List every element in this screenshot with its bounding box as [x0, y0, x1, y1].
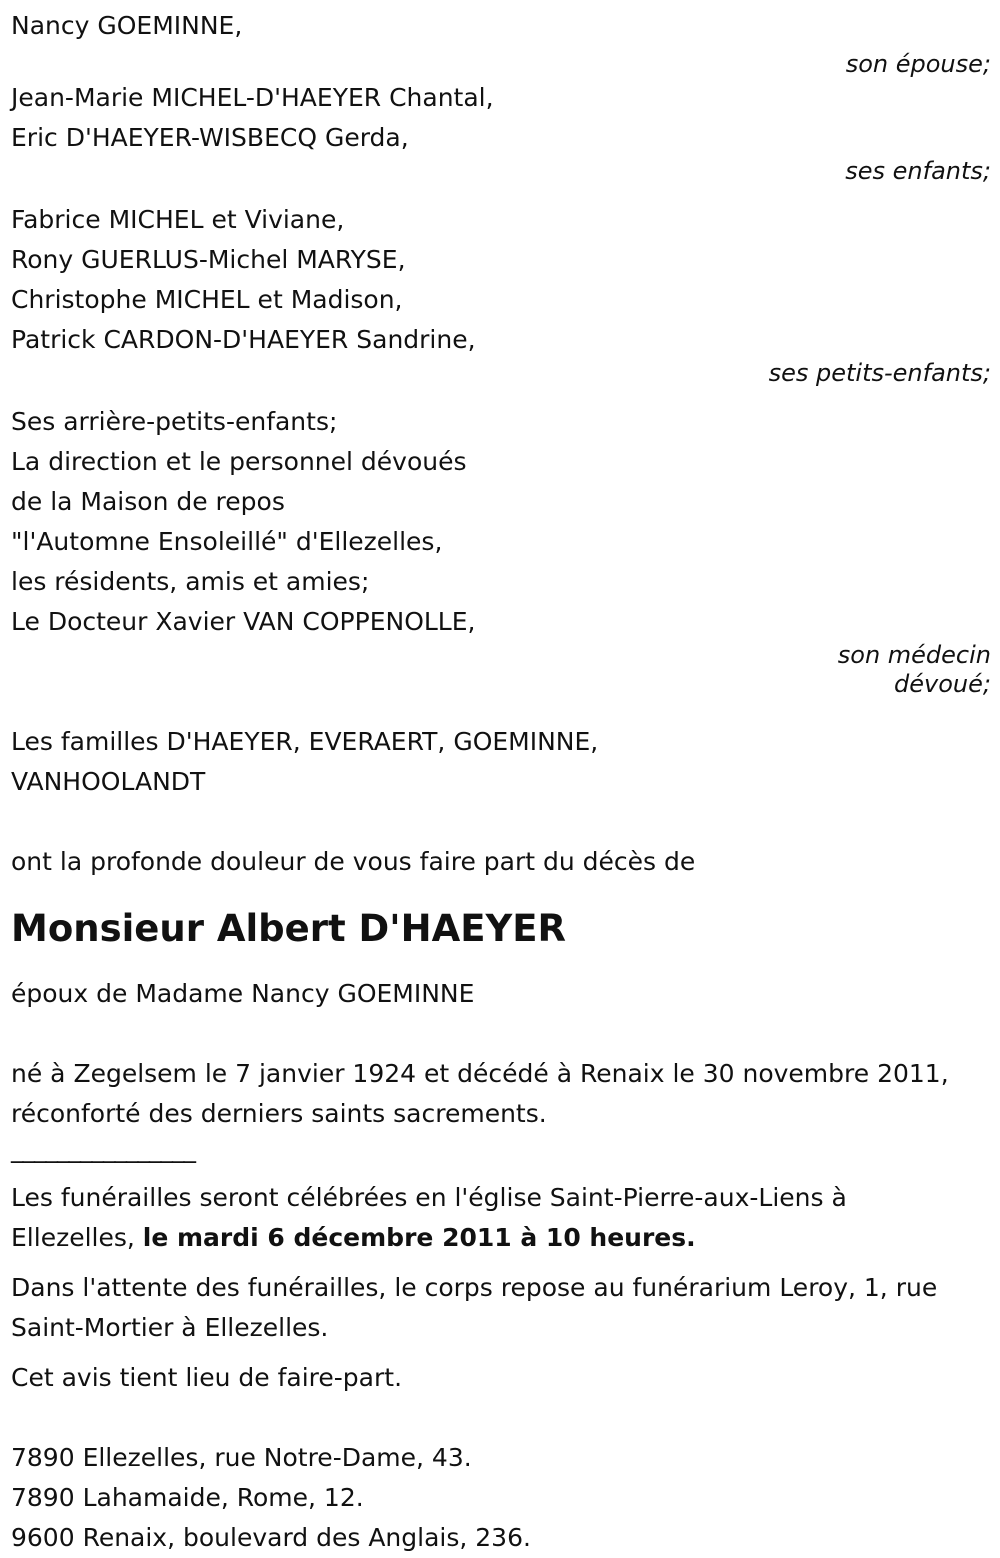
- spouse-line: Nancy GOEMINNE,: [11, 11, 243, 40]
- other-line: les résidents, amis et amies;: [11, 567, 370, 596]
- children-role: ses enfants;: [845, 157, 991, 185]
- funeral-line: Les funérailles seront célébrées en l'église Saint-Pierre-aux-Liens à: [11, 1183, 847, 1212]
- grandchild-line: Fabrice MICHEL et Viviane,: [11, 205, 345, 234]
- birth-death-line: né à Zegelsem le 7 janvier 1924 et décédé à Renaix le 30 novembre 2011,: [11, 1059, 949, 1088]
- grandchild-line: Rony GUERLUS-Michel MARYSE,: [11, 245, 406, 274]
- funeral-place-text: Ellezelles,: [11, 1223, 143, 1252]
- families-line: Les familles D'HAEYER, EVERAERT, GOEMINNE,: [11, 727, 599, 756]
- rest-line: Dans l'attente des funérailles, le corps repose au funérarium Leroy, 1, rue: [11, 1273, 938, 1302]
- spouse-of: époux de Madame Nancy GOEMINNE: [11, 979, 475, 1008]
- grandchild-line: Patrick CARDON-D'HAEYER Sandrine,: [11, 325, 476, 354]
- doctor-role-line1: son médecin: [837, 641, 991, 669]
- spouse-role: son épouse;: [845, 50, 991, 78]
- child-line: Jean-Marie MICHEL-D'HAEYER Chantal,: [11, 83, 494, 112]
- grandchild-line: Christophe MICHEL et Madison,: [11, 285, 403, 314]
- other-line: La direction et le personnel dévoués: [11, 447, 467, 476]
- address-line: 7890 Lahamaide, Rome, 12.: [11, 1483, 364, 1512]
- other-line: "l'Automne Ensoleillé" d'Ellezelles,: [11, 527, 443, 556]
- address-line: 9600 Renaix, boulevard des Anglais, 236.: [11, 1523, 531, 1552]
- birth-death-line: réconforté des derniers saints sacrements.: [11, 1099, 547, 1128]
- families-line: VANHOOLANDT: [11, 767, 206, 796]
- notice-line: Cet avis tient lieu de faire-part.: [11, 1363, 403, 1392]
- separator-rule: ________________: [11, 1134, 195, 1163]
- address-line: 7890 Ellezelles, rue Notre-Dame, 43.: [11, 1443, 472, 1472]
- deceased-name: Monsieur Albert D'HAEYER: [11, 907, 567, 950]
- announcement: ont la profonde douleur de vous faire part du décès de: [11, 847, 696, 876]
- child-line: Eric D'HAEYER-WISBECQ Gerda,: [11, 123, 409, 152]
- obituary-notice: [11, 6, 991, 1558]
- funeral-date-text: le mardi 6 décembre 2011 à 10 heures.: [142, 1223, 696, 1252]
- other-line: Ses arrière-petits-enfants;: [11, 407, 338, 436]
- doctor-line: Le Docteur Xavier VAN COPPENOLLE,: [11, 607, 476, 636]
- funeral-date-line: [11, 1218, 991, 1258]
- doctor-role-line2: dévoué;: [894, 670, 991, 698]
- grandchildren-role: ses petits-enfants;: [768, 359, 991, 387]
- rest-line: Saint-Mortier à Ellezelles.: [11, 1313, 329, 1342]
- other-line: de la Maison de repos: [11, 487, 285, 516]
